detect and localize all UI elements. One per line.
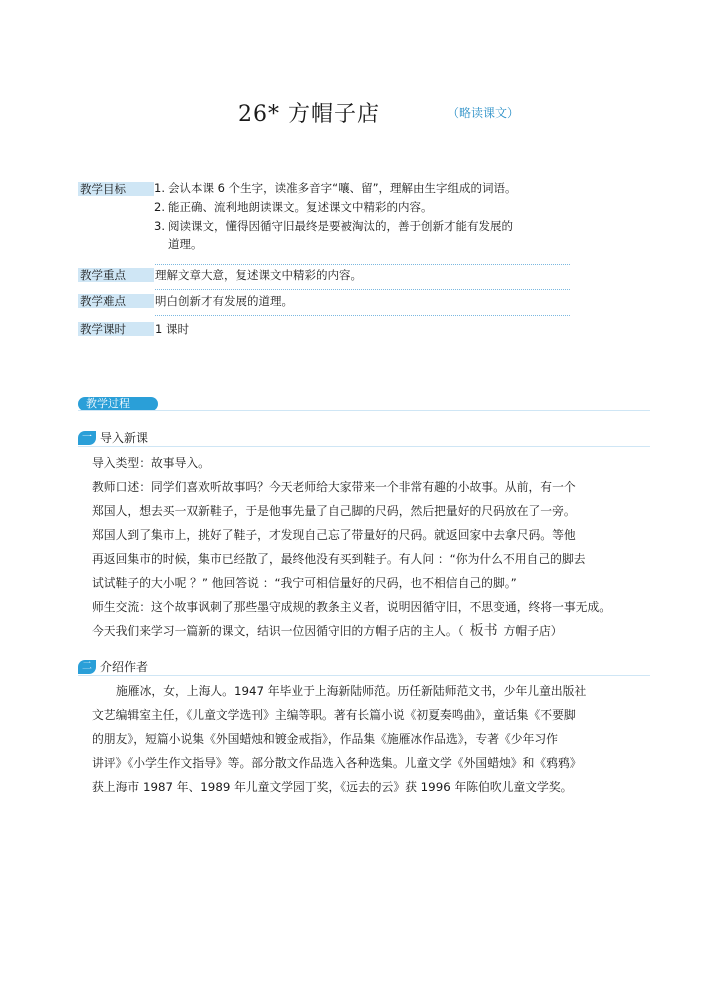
- paragraph-line: 的朋友》，短篇小说集《外国蜡烛和镀金戒指》，作品集《施雁冰作品选》，专著《少年习作: [92, 732, 558, 746]
- paragraph-line: 郑国人到了集市上，挑好了鞋子，才发现自己忘了带量好的尺码。就返回家中去拿尺码。等他: [92, 528, 576, 542]
- difficulty-text: 明白创新才有发展的道理。: [155, 294, 293, 308]
- paragraph-line: 师生交流：这个故事讽刺了那些墨守成规的教条主义者，说明因循守旧，不思变通，终将一事无成。: [92, 600, 612, 614]
- section-title: 介绍作者: [100, 660, 149, 674]
- process-label: 教学过程: [78, 397, 158, 411]
- key-point-text: 理解文章大意，复述课文中精彩的内容。: [155, 268, 362, 282]
- objective-text: 阅读课文，懂得因循守旧最终是要被淘汰的，善于创新才能有发展的: [168, 219, 513, 233]
- process-divider: [78, 410, 650, 411]
- page-subtitle: （略读课文）: [447, 106, 520, 120]
- paragraph-text: 方帽子店）: [503, 624, 563, 638]
- objective-text: 能正确、流利地朗读课文。复述课文中精彩的内容。: [168, 200, 433, 214]
- section-number-badge: 二: [78, 660, 96, 674]
- objective-number: 2.: [154, 200, 165, 214]
- divider: [155, 315, 570, 316]
- section-divider: [78, 675, 650, 676]
- objective-number: 3.: [154, 219, 165, 233]
- divider: [155, 264, 570, 265]
- section-title: 导入新课: [100, 431, 149, 445]
- objective-continuation: 道理。: [168, 237, 203, 251]
- objective-number: 1.: [154, 181, 165, 195]
- paragraph-line: 教师口述：同学们喜欢听故事吗？今天老师给大家带来一个非常有趣的小故事。从前，有一个: [92, 480, 576, 494]
- section-number-badge: 一: [78, 431, 96, 445]
- paragraph-line: 获上海市 1987 年、1989 年儿童文学园丁奖，《远去的云》获 1996 年陈伯吹儿童文学奖。: [92, 780, 573, 794]
- board-writing-mark: 板书: [469, 623, 498, 639]
- objectives-label: 教学目标: [78, 182, 154, 196]
- divider: [155, 289, 570, 290]
- paragraph-line: 讲评》《小学生作文指导》等。部分散文作品选入各种选集。儿童文学《外国蜡烛》和《鸦鸦》: [92, 756, 582, 770]
- hours-label: 教学课时: [78, 322, 154, 336]
- paragraph-line: 再返回集市的时候，集市已经散了，最终他没有买到鞋子。有人问 ：“你为什么不用自己的脚去: [92, 552, 586, 566]
- objective-item: [154, 199, 433, 216]
- section-divider: [78, 446, 650, 447]
- hours-text: 1 课时: [155, 322, 189, 336]
- key-point-label: 教学重点: [78, 268, 154, 282]
- paragraph-line: 郑国人，想去买一双新鞋子，于是他事先量了自己脚的尺码，然后把量好的尺码放在了一旁。: [92, 504, 576, 518]
- paragraph-line: 试试鞋子的大小呢 ？” 他回答说 ：“我宁可相信量好的尺码，也不相信自己的脚。”: [92, 576, 517, 590]
- paragraph-line: 文艺编辑室主任，《儿童文学选刊》主编等职。著有长篇小说《初夏奏鸣曲》，童话集《不要脚: [92, 708, 576, 722]
- paragraph-text: 今天我们来学习一篇新的课文，结识一位因循守旧的方帽子店的主人。（: [92, 624, 464, 638]
- page-title: 26* 方帽子店: [238, 102, 380, 127]
- objective-text: 会认本课 6 个生字，读准多音字“嚷、留”，理解由生字组成的词语。: [168, 181, 517, 195]
- objective-item: [154, 180, 517, 197]
- objective-item: [154, 218, 513, 235]
- paragraph-line: 施雁冰，女，上海人。1947 年毕业于上海新陆师范。历任新陆师范文书，少年儿童出版社: [116, 684, 587, 698]
- difficulty-label: 教学难点: [78, 294, 154, 308]
- intro-type-line: 导入类型：故事导入。: [92, 456, 210, 470]
- paragraph-line: [92, 619, 563, 643]
